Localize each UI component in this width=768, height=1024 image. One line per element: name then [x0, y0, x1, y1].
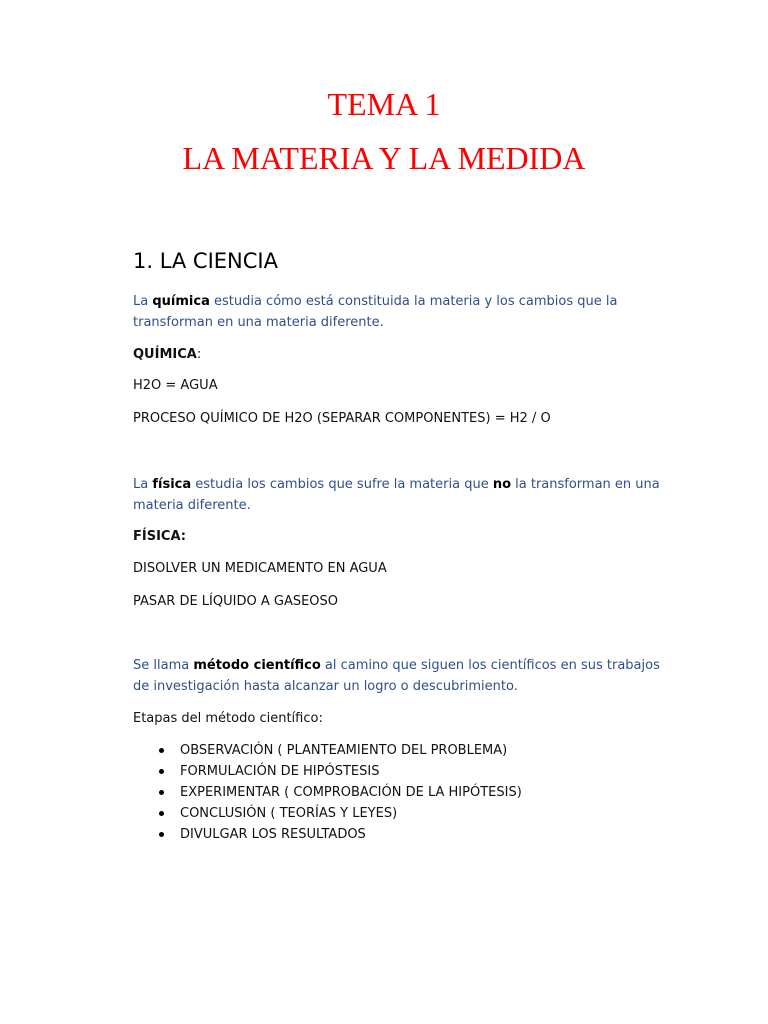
etapas-list — [133, 742, 522, 847]
list-item — [133, 826, 522, 847]
quimica-label: QUÍMICA — [133, 347, 197, 362]
etapa-text: CONCLUSIÓN ( TEORÍAS Y LEYES) — [180, 806, 398, 821]
quimica-example-2: PROCESO QUÍMICO DE H2O (SEPARAR COMPONENTES) = H2 / O — [133, 411, 551, 426]
etapa-text: FORMULACIÓN DE HIPÓSTESIS — [180, 764, 380, 779]
quimica-para-post: estudia cómo está constituida la materia y los cambios que la transforman en una materia diferente. — [133, 294, 618, 330]
metodo-para-post: al camino que siguen los científicos en sus trabajos de investigación hasta alcanzar un logro o descubrimiento. — [133, 658, 660, 694]
quimica-label-suffix: : — [196, 347, 202, 362]
fisica-paragraph — [133, 474, 673, 516]
metodo-paragraph — [133, 655, 673, 697]
bullet-icon — [159, 811, 164, 816]
section-heading: 1. LA CIENCIA — [133, 249, 278, 273]
fisica-example-1: DISOLVER UN MEDICAMENTO EN AGUA — [133, 561, 387, 576]
etapa-text: OBSERVACIÓN ( PLANTEAMIENTO DEL PROBLEMA) — [180, 743, 508, 758]
fisica-label-line — [133, 528, 186, 546]
document-title-line2: LA MATERIA Y LA MEDIDA — [182, 140, 586, 176]
etapa-text: EXPERIMENTAR ( COMPROBACIÓN DE LA HIPÓTESIS) — [180, 785, 522, 800]
metodo-para-pre: Se llama — [133, 658, 194, 673]
fisica-para-mid: estudia los cambios que sufre la materia que — [191, 477, 493, 492]
quimica-para-pre: La — [133, 294, 153, 309]
fisica-example-2: PASAR DE LÍQUIDO A GASEOSO — [133, 594, 339, 609]
fisica-label: FÍSICA: — [133, 529, 186, 544]
fisica-term: física — [152, 477, 192, 492]
fisica-no-term: no — [492, 477, 512, 492]
list-item — [133, 742, 522, 763]
etapas-label: Etapas del método científico: — [133, 711, 323, 726]
list-item — [133, 763, 522, 784]
quimica-label-line — [133, 346, 201, 364]
fisica-para-pre: La — [133, 477, 153, 492]
metodo-term: método científico — [193, 658, 321, 673]
bullet-icon — [159, 748, 164, 753]
fisica-para-post: la transforman en una materia diferente. — [133, 477, 660, 513]
list-item — [133, 805, 522, 826]
bullet-icon — [159, 790, 164, 795]
quimica-paragraph — [133, 291, 673, 333]
quimica-term: química — [152, 294, 210, 309]
list-item — [133, 784, 522, 805]
bullet-icon — [159, 832, 164, 837]
etapa-text: DIVULGAR LOS RESULTADOS — [180, 827, 366, 842]
quimica-example-1: H2O = AGUA — [133, 378, 218, 393]
document-title-line1: TEMA 1 — [327, 86, 441, 122]
bullet-icon — [159, 769, 164, 774]
